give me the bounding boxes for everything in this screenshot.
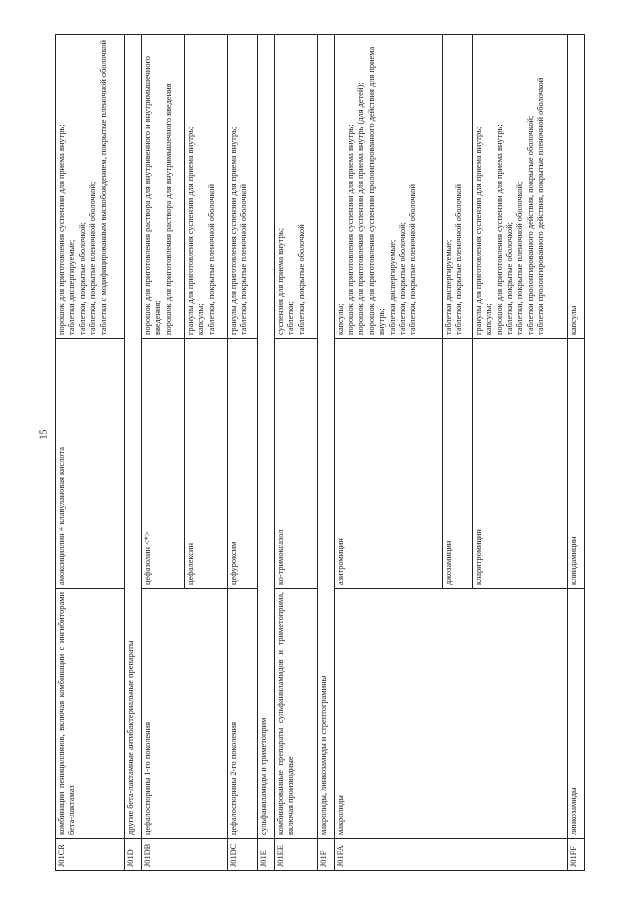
atc-code-cell: J01F <box>317 838 334 870</box>
dosage-form-item: таблетки; <box>286 300 296 335</box>
atc-code-cell: J01FF <box>568 838 585 870</box>
drug-name-cell: цефазолин <*> <box>141 338 184 588</box>
atc-code-cell: J01EE <box>274 838 317 870</box>
table-row <box>257 34 274 870</box>
dosage-form-item: порошок для приготовления раствора для внутривенного и внутримышечного введения; <box>142 55 163 335</box>
dosage-forms-cell <box>442 34 472 338</box>
dosage-forms-cell <box>227 34 257 338</box>
dosage-form-item: таблетки пролонгированного действия, покрытые оболочкой; <box>525 115 535 335</box>
dosage-form-item: гранулы для приготовления суспензии для приема внутрь; <box>473 126 483 335</box>
drug-name-cell: цефалексин <box>184 338 227 588</box>
dosage-form-item: таблетки, покрытые пленочной оболочкой; <box>88 181 98 335</box>
dosage-form-item: таблетки с модифицированным высвобождением, покрытые пленочной оболочкой <box>98 39 108 335</box>
dosage-form-item: порошок для приготовления суспензии для приема внутрь; <box>494 123 504 335</box>
table-row <box>227 34 257 870</box>
atc-group-cell: комбинированные препараты сульфаниламидов и триметоприма, включая производные <box>274 588 317 838</box>
dosage-form-item: таблетки, покрытые оболочкой; <box>505 221 515 335</box>
dosage-form-item: таблетки, покрытые пленочной оболочкой <box>454 183 464 335</box>
atc-group-cell: цефалоспорины 2-го поколения <box>227 588 257 838</box>
dosage-forms-cell <box>334 34 442 338</box>
dosage-form-item: капсулы; <box>196 302 206 335</box>
dosage-form-item: порошок для приготовления раствора для внутримышечного введения <box>163 83 173 335</box>
dosage-form-item: таблетки, покрытые оболочкой <box>296 223 306 335</box>
dosage-form-item: таблетки, покрытые пленочной оболочкой <box>239 183 249 335</box>
atc-code-cell: J01D <box>125 838 142 870</box>
dosage-forms-cell <box>184 34 227 338</box>
dosage-form-item: таблетки, покрытые оболочкой; <box>397 221 407 335</box>
atc-group-cell: другие бета-лактамные антибактериальные препараты <box>125 34 142 838</box>
table-row <box>568 34 585 870</box>
dosage-form-item: таблетки диспергируемые; <box>387 239 397 335</box>
dosage-form-item: суспензия для приема внутрь; <box>275 227 285 335</box>
dosage-form-item: гранулы для приготовления суспензии для приема внутрь; <box>185 126 195 335</box>
dosage-form-item: порошок для приготовления суспензии для приема внутрь; <box>345 123 355 335</box>
drug-name-cell: кларитромицин <box>472 338 567 588</box>
dosage-form-item: таблетки диспергируемые; <box>443 239 453 335</box>
dosage-form-item: капсулы <box>569 305 579 335</box>
dosage-form-item: порошок для приготовления суспензии для приема внутрь; <box>57 123 66 335</box>
atc-code-cell: J01DC <box>227 838 257 870</box>
drug-name-cell: амоксициллин + клавулановая кислота <box>56 338 125 588</box>
table-row <box>141 34 184 870</box>
atc-group-cell: сульфаниламиды и триметоприм <box>257 34 274 838</box>
dosage-form-item: таблетки, покрытые пленочной оболочкой; <box>515 181 525 335</box>
table-row <box>317 34 334 870</box>
atc-group-cell: макролиды <box>334 588 568 838</box>
atc-group-cell: комбинации пенициллинов, включая комбинации с ингибиторами бета-лактамаз <box>56 588 125 838</box>
dosage-form-item: порошок для приготовления суспензии для приема внутрь (для детей); <box>356 81 366 335</box>
drug-table <box>55 34 585 871</box>
drug-name-cell: клиндамицин <box>568 338 585 588</box>
dosage-form-item: таблетки, покрытые оболочкой; <box>77 221 87 335</box>
dosage-forms-cell <box>274 34 317 338</box>
table-row <box>274 34 317 870</box>
table-row <box>334 34 442 870</box>
dosage-form-item: таблетки пролонгированного действия, покрытые пленочной оболочкой <box>536 77 546 335</box>
dosage-form-item: капсулы; <box>335 302 345 335</box>
dosage-form-item: порошок для приготовления суспензии пролонгированного действия для приема внутрь; <box>366 46 387 335</box>
atc-code-cell: J01DB <box>141 838 227 870</box>
dosage-forms-cell <box>56 34 125 338</box>
dosage-form-item: таблетки диспергируемые; <box>67 239 77 335</box>
table-row <box>125 34 142 870</box>
dosage-form-item: капсулы; <box>484 302 494 335</box>
drug-table-body <box>56 34 585 870</box>
page-number: 15 <box>38 429 50 440</box>
dosage-forms-cell <box>472 34 567 338</box>
dosage-forms-cell <box>568 34 585 338</box>
drug-name-cell: джозамицин <box>442 338 472 588</box>
table-row <box>56 34 125 870</box>
atc-group-cell: линкозамиды <box>568 588 585 838</box>
dosage-form-item: таблетки, покрытые пленочной оболочкой <box>206 183 216 335</box>
dosage-form-item: таблетки, покрытые пленочной оболочкой <box>408 183 418 335</box>
drug-name-cell: ко-тримоксазол <box>274 338 317 588</box>
dosage-forms-cell <box>141 34 184 338</box>
atc-code-cell: J01CR <box>56 838 125 870</box>
drug-name-cell: цефуроксим <box>227 338 257 588</box>
dosage-form-item: гранулы для приготовления суспензии для приема внутрь; <box>228 126 238 335</box>
atc-code-cell: J01FA <box>334 838 568 870</box>
atc-group-cell: цефалоспорины 1-го поколения <box>141 588 227 838</box>
rotated-page-content <box>55 35 585 871</box>
atc-code-cell: J01E <box>257 838 274 870</box>
atc-group-cell: макролиды, линкозамиды и стрептограмины <box>317 34 334 838</box>
drug-name-cell: азитромицин <box>334 338 442 588</box>
